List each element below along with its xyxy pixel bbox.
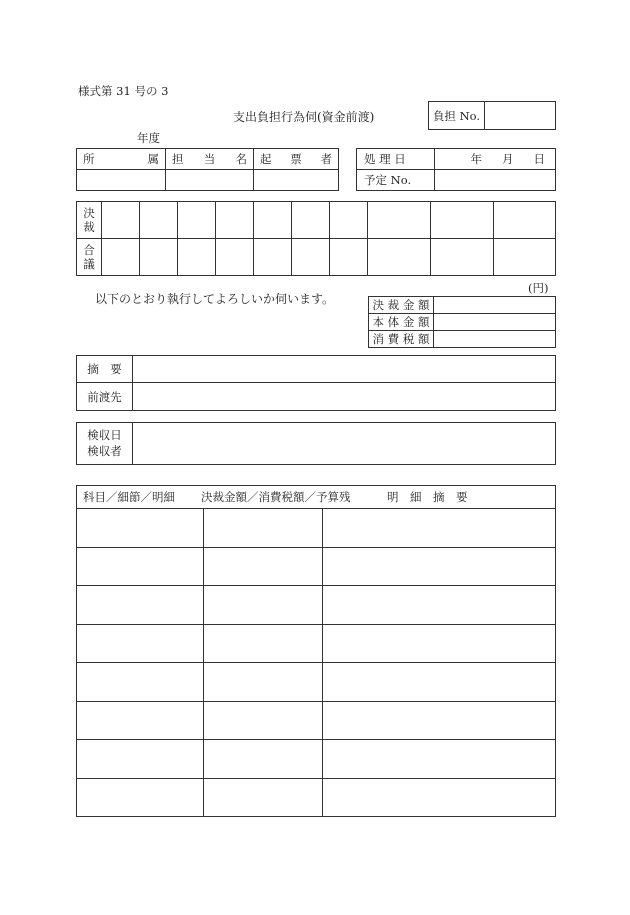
consultation-seal-cell[interactable]	[178, 239, 216, 276]
year-label: 年	[470, 152, 482, 166]
decision-seal-cell[interactable]	[102, 202, 140, 239]
drafter-field[interactable]	[254, 170, 339, 191]
decision-seal-cell[interactable]	[330, 202, 368, 239]
consultation-seal-cell[interactable]	[330, 239, 368, 276]
consultation-seal-cell[interactable]	[431, 239, 494, 276]
detail-account-cell[interactable]	[77, 779, 204, 818]
detail-amount-cell[interactable]	[204, 740, 323, 778]
detail-amount-cell[interactable]	[204, 625, 323, 663]
dept-char-1: 所	[83, 152, 95, 166]
consumption-tax-field[interactable]	[434, 331, 556, 348]
detail-account-cell[interactable]	[77, 702, 204, 740]
decision-label: 決 裁	[77, 202, 102, 239]
advance-to-label: 前渡先	[77, 383, 133, 411]
process-date-field[interactable]	[435, 149, 556, 170]
person-header	[166, 149, 254, 170]
amount-unit: (円)	[528, 281, 549, 295]
detail-col3-header: 明 細 摘 要	[387, 490, 468, 504]
summary-field[interactable]	[133, 356, 556, 383]
detail-row	[77, 625, 555, 664]
detail-amount-cell[interactable]	[204, 663, 323, 701]
person-char-2: 当	[203, 152, 216, 166]
month-label: 月	[502, 152, 514, 166]
detail-remarks-cell[interactable]	[323, 740, 555, 778]
consultation-seal-cell[interactable]	[140, 239, 178, 276]
consultation-seal-cell[interactable]	[216, 239, 254, 276]
detail-account-cell[interactable]	[77, 509, 204, 547]
process-date-label: 処 理 日	[357, 149, 435, 170]
amounts-table	[368, 296, 556, 348]
decision-seal-cell[interactable]	[431, 202, 494, 239]
decision-seal-cell[interactable]	[254, 202, 292, 239]
decision-seal-cell[interactable]	[494, 202, 556, 239]
detail-row	[77, 548, 555, 587]
detail-amount-cell[interactable]	[204, 586, 323, 624]
summary-label: 摘 要	[77, 356, 133, 383]
detail-rows	[77, 509, 555, 817]
consultation-seal-cell[interactable]	[494, 239, 556, 276]
decision-seal-cell[interactable]	[178, 202, 216, 239]
detail-col1-header: 科目／細節／明細	[83, 490, 175, 504]
person-char-3: 名	[235, 152, 247, 166]
detail-row	[77, 663, 555, 702]
detail-remarks-cell[interactable]	[323, 586, 555, 624]
consumption-tax-label: 消 費 税 額	[369, 331, 434, 348]
detail-row	[77, 740, 555, 779]
decision-seal-cell[interactable]	[140, 202, 178, 239]
burden-no-table	[428, 101, 556, 130]
detail-account-cell[interactable]	[77, 663, 204, 701]
scheduled-no-label: 予定 No.	[357, 170, 435, 191]
detail-amount-cell[interactable]	[204, 548, 323, 586]
detail-remarks-cell[interactable]	[323, 509, 555, 547]
base-amount-label: 本 体 金 額	[369, 314, 434, 331]
advance-to-field[interactable]	[133, 383, 556, 411]
decision-amount-field[interactable]	[434, 297, 556, 314]
detail-remarks-cell[interactable]	[323, 779, 555, 818]
decision-seal-cell[interactable]	[292, 202, 330, 239]
request-statement: 以下のとおり執行してよろしいか伺います。	[95, 292, 335, 306]
inspection-label-cell	[77, 423, 133, 465]
decision-seal-cell[interactable]	[216, 202, 254, 239]
burden-no-field[interactable]	[485, 102, 556, 130]
consultation-seal-cell[interactable]	[254, 239, 292, 276]
detail-row	[77, 702, 555, 741]
detail-remarks-cell[interactable]	[323, 548, 555, 586]
detail-account-cell[interactable]	[77, 548, 204, 586]
dept-header	[77, 149, 166, 170]
day-label: 日	[533, 152, 545, 166]
burden-no-label: 負担 No.	[429, 102, 485, 130]
drafter-char-2: 票	[290, 152, 302, 166]
approval-grid	[76, 201, 556, 276]
dept-field[interactable]	[77, 170, 166, 191]
detail-header	[77, 486, 555, 509]
base-amount-field[interactable]	[434, 314, 556, 331]
decision-seal-cell[interactable]	[368, 202, 431, 239]
consultation-seal-cell[interactable]	[102, 239, 140, 276]
form-number: 様式第 31 号の 3	[78, 84, 169, 98]
decision-amount-label: 決 裁 金 額	[369, 297, 434, 314]
consultation-seal-cell[interactable]	[368, 239, 431, 276]
detail-account-cell[interactable]	[77, 740, 204, 778]
detail-col2-header: 決裁金額／消費税額／予算残	[201, 490, 351, 504]
detail-remarks-cell[interactable]	[323, 702, 555, 740]
drafter-char-3: 者	[320, 152, 332, 166]
detail-account-cell[interactable]	[77, 625, 204, 663]
drafter-char-1: 起	[260, 152, 272, 166]
header-table	[76, 148, 339, 191]
detail-row	[77, 779, 555, 818]
person-field[interactable]	[166, 170, 254, 191]
detail-remarks-cell[interactable]	[323, 663, 555, 701]
inspection-field[interactable]	[133, 423, 556, 465]
detail-table	[76, 485, 556, 817]
detail-amount-cell[interactable]	[204, 702, 323, 740]
drafter-header	[254, 149, 339, 170]
scheduled-no-field[interactable]	[435, 170, 556, 191]
process-table	[356, 148, 556, 191]
detail-row	[77, 586, 555, 625]
detail-amount-cell[interactable]	[204, 779, 323, 818]
consultation-seal-cell[interactable]	[292, 239, 330, 276]
person-char-1: 担	[172, 152, 184, 166]
consultation-label: 合 議	[77, 239, 102, 276]
dept-char-2: 属	[147, 152, 159, 166]
fiscal-year-label: 年度	[137, 131, 160, 145]
inspection-date-label: 検収日	[87, 427, 122, 442]
summary-table	[76, 355, 556, 411]
detail-account-cell[interactable]	[77, 586, 204, 624]
detail-row	[77, 509, 555, 548]
detail-remarks-cell[interactable]	[323, 625, 555, 663]
inspector-label: 検収者	[87, 443, 122, 458]
detail-amount-cell[interactable]	[204, 509, 323, 547]
inspection-table	[76, 422, 556, 465]
form-title: 支出負担行為伺(資金前渡)	[233, 110, 375, 124]
